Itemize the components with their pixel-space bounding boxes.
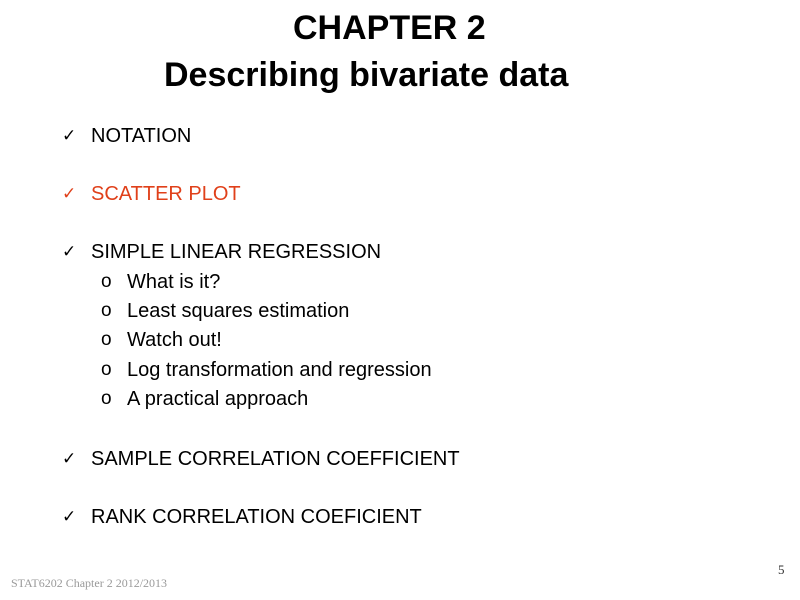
o-bullet-icon: o — [101, 329, 112, 350]
sub-item-label: Least squares estimation — [127, 299, 350, 322]
bullet-item-scatter-plot — [62, 179, 241, 209]
bullet-item-rank-correlation — [62, 502, 422, 532]
checkmark-icon: ✓ — [62, 126, 77, 146]
sub-item-label: Watch out! — [127, 328, 222, 351]
o-bullet-icon: o — [101, 388, 112, 409]
sub-item-least-squares — [101, 296, 349, 326]
sub-item-label: A practical approach — [127, 387, 309, 410]
o-bullet-icon: o — [101, 271, 112, 292]
checkmark-icon: ✓ — [62, 184, 77, 204]
slide-title: CHAPTER 2 — [293, 9, 486, 47]
sub-item-label: What is it? — [127, 270, 221, 293]
checkmark-icon: ✓ — [62, 507, 77, 527]
bullet-item-sample-correlation — [62, 444, 460, 474]
sub-item-log-transformation — [101, 355, 432, 385]
bullet-item-simple-linear-regression — [62, 237, 381, 267]
footer-course-text: STAT6202 Chapter 2 2012/2013 — [11, 576, 168, 590]
o-bullet-icon: o — [101, 300, 112, 321]
bullet-label: SAMPLE CORRELATION COEFFICIENT — [91, 447, 460, 470]
bullet-label: RANK CORRELATION COEFICIENT — [91, 505, 422, 528]
sub-item-practical-approach — [101, 384, 308, 414]
sub-item-what-is-it — [101, 267, 220, 297]
bullet-label: SIMPLE LINEAR REGRESSION — [91, 240, 382, 263]
bullet-label: NOTATION — [91, 124, 192, 147]
slide-subtitle: Describing bivariate data — [164, 56, 569, 94]
bullet-item-notation — [62, 121, 191, 151]
checkmark-icon: ✓ — [62, 449, 77, 469]
checkmark-icon: ✓ — [62, 242, 77, 262]
sub-item-watch-out — [101, 325, 222, 355]
bullet-label: SCATTER PLOT — [91, 182, 241, 205]
sub-item-label: Log transformation and regression — [127, 358, 432, 381]
page-number: 5 — [778, 562, 785, 577]
o-bullet-icon: o — [101, 359, 112, 380]
